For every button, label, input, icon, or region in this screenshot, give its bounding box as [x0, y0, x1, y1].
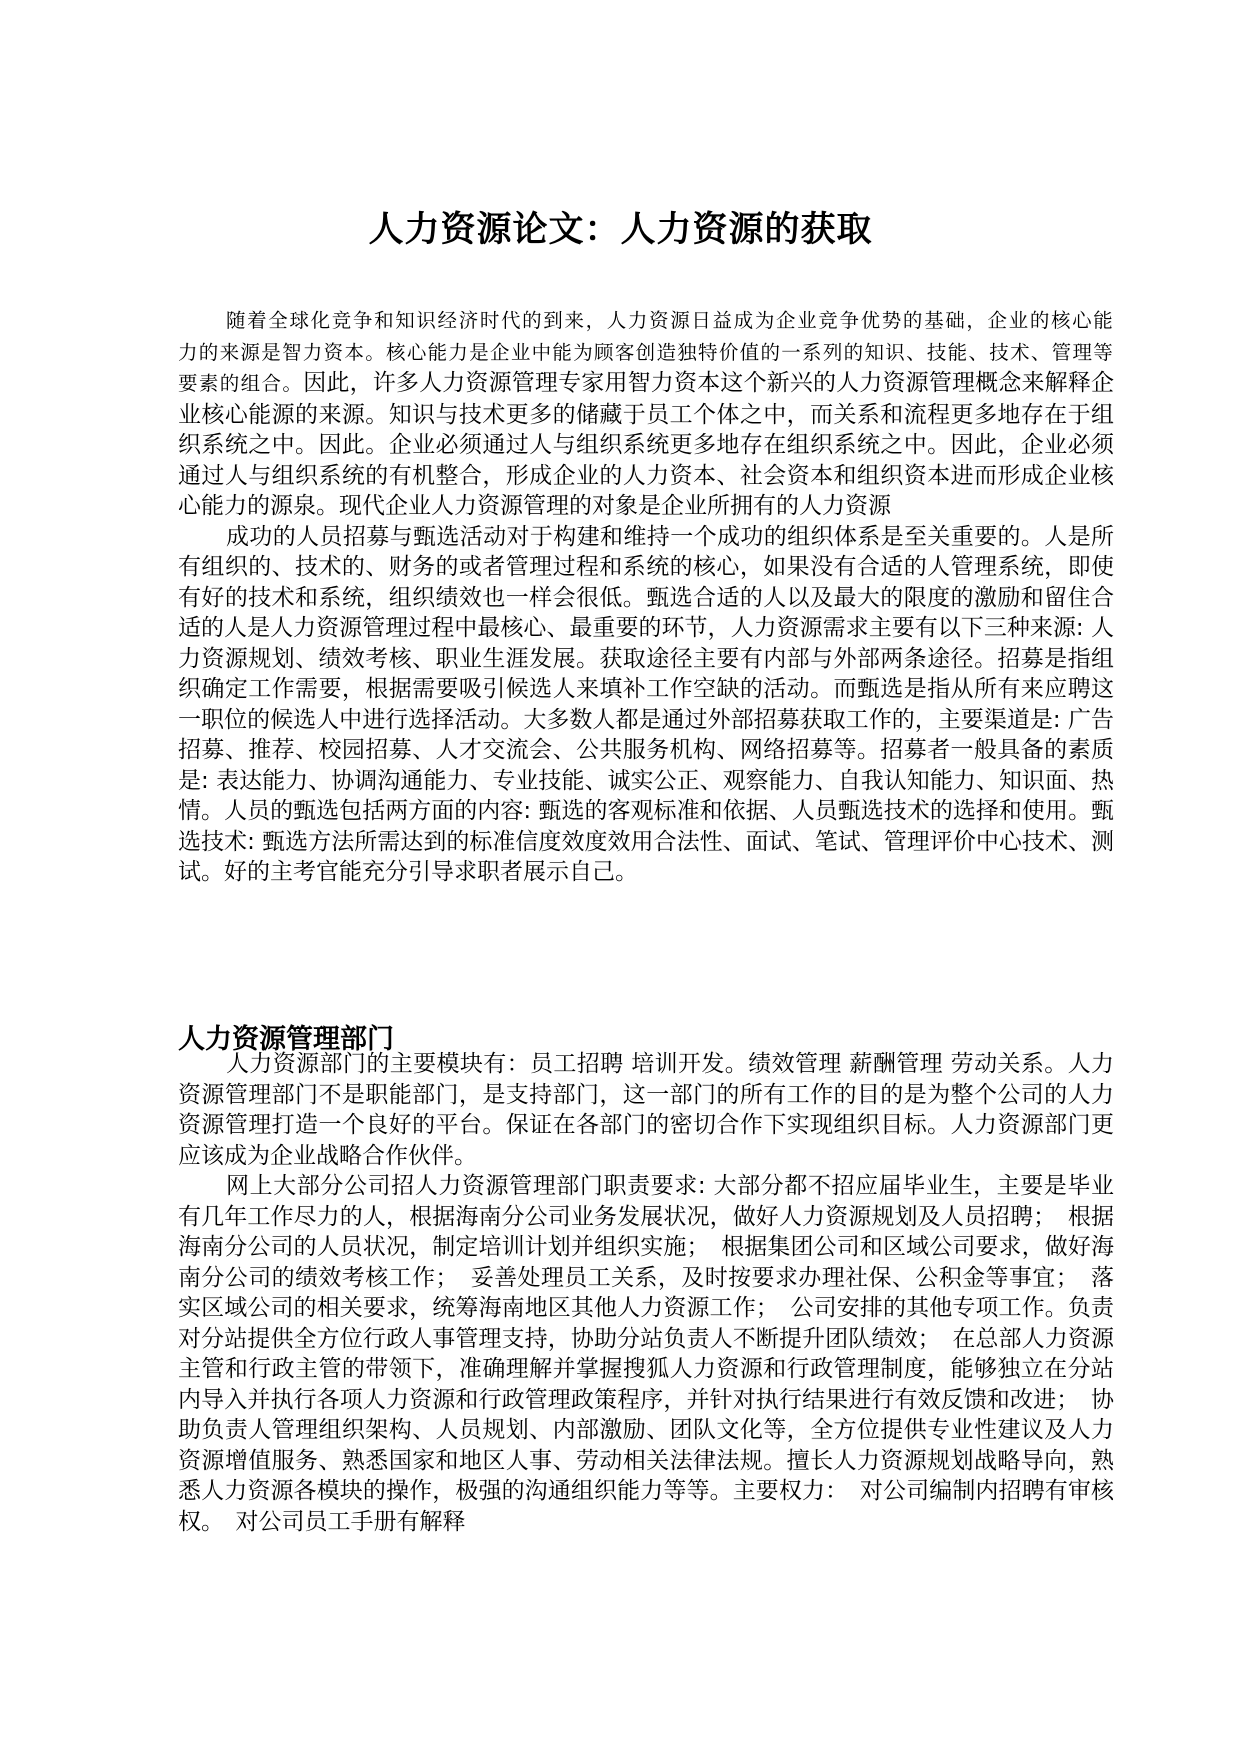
- document-title: 人力资源论文：人力资源的获取: [368, 209, 873, 251]
- intro-lead-text: 随着全球化竞争和知识经济时代的到来，人力资源日益成为企业竞争优势的基础，企业的核心能力的来源是智力资本。核心能力是企业中能为顾客创造独特价值的一系列的知识、技能、技术、管理等要素的组合。: [178, 309, 1114, 395]
- section-heading: 人力资源管理部门: [178, 1024, 394, 1056]
- hr-modules-paragraph: 人力资源部门的主要模块有：员工招聘 培训开发。绩效管理 薪酬管理 劳动关系。人力资源管理部门不是职能部门，是支持部门，这一部门的所有工作的目的是为整个公司的人力资源管理打造一个良好的平台。保证在各部门的密切合作下实现组织目标。人力资源部门更应该成为企业战略合作伙伴。: [178, 1051, 1114, 1169]
- hr-duties-paragraph: 网上大部分公司招人力资源管理部门职责要求: 大部分都不招应届毕业生，主要是毕业有几年工作尽力的人，根据海南分公司业务发展状况，做好人力资源规划及人员招聘； 根据海南分公司的人员状况，制定培训计划并组织实施； 根据集团公司和区域公司要求，做好海南分公司的绩效考核工作； 妥善处理员工关系，及时按要求办理社保、公积金等事宜； 落实区域公司的相关要求，统筹海南地区其他人力资源工作； 公司安排的其他专项工作。负责对分站提供全方位行政人事管理支持，协助分站负责人不断提升团队绩效； 在总部人力资源主管和行政主管的带领下，准确理解并掌握搜狐人力资源和行政管理制度，能够独立在分站内导入并执行各项人力资源和行政管理政策程序，并针对执行结果进行有效反馈和改进； 协助负责人管理组织架构、人员规划、内部激励、团队文化等，全方位提供专业性建议及人力资源增值服务、熟悉国家和地区人事、劳动相关法律法规。擅长人力资源规划战略导向，熟悉人力资源各模块的操作，极强的沟通组织能力等等。主要权力： 对公司编制内招聘有审核权。 对公司员工手册有解释: [178, 1173, 1114, 1535]
- intro-paragraph: [178, 305, 1114, 522]
- body-section-1: [178, 305, 1114, 888]
- recruitment-paragraph: 成功的人员招募与甄选活动对于构建和维持一个成功的组织体系是至关重要的。人是所有组织的、技术的、财务的或者管理过程和系统的核心，如果没有合适的人管理系统，即使有好的技术和系统，组织绩效也一样会很低。甄选合适的人以及最大的限度的激励和留住合适的人是人力资源管理过程中最核心、最重要的环节，人力资源需求主要有以下三种来源: 人力资源规划、绩效考核、职业生涯发展。获取途径主要有内部与外部两条途径。招募是指组织确定工作需要，根据需要吸引候选人来填补工作空缺的活动。而甄选是指从所有来应聘这一职位的候选人中进行选择活动。大多数人都是通过外部招募获取工作的，主要渠道是: 广告招募、推荐、校园招募、人才交流会、公共服务机构、网络招募等。招募者一般具备的素质是: 表达能力、协调沟通能力、专业技能、诚实公正、观察能力、自我认知能力、知识面、热情。人员的甄选包括两方面的内容: 甄选的客观标准和依据、人员甄选技术的选择和使用。甄选技术: 甄选方法所需达到的标准信度效度效用合法性、面试、笔试、管理评价中心技术、测试。好的主考官能充分引导求职者展示自己。: [178, 523, 1114, 885]
- intro-rest-text: 因此，许多人力资源管理专家用智力资本这个新兴的人力资源管理概念来解释企业核心能源的来源。知识与技术更多的储藏于员工个体之中，而关系和流程更多地存在于组织系统之中。因此。企业必须通过人与组织系统更多地存在组织系统之中。因此，企业必须通过人与组织系统的有机整合，形成企业的人力资本、社会资本和组织资本进而形成企业核心能力的源泉。现代企业人力资源管理的对象是企业所拥有的人力资源: [178, 370, 1115, 519]
- body-section-2: [178, 1049, 1114, 1537]
